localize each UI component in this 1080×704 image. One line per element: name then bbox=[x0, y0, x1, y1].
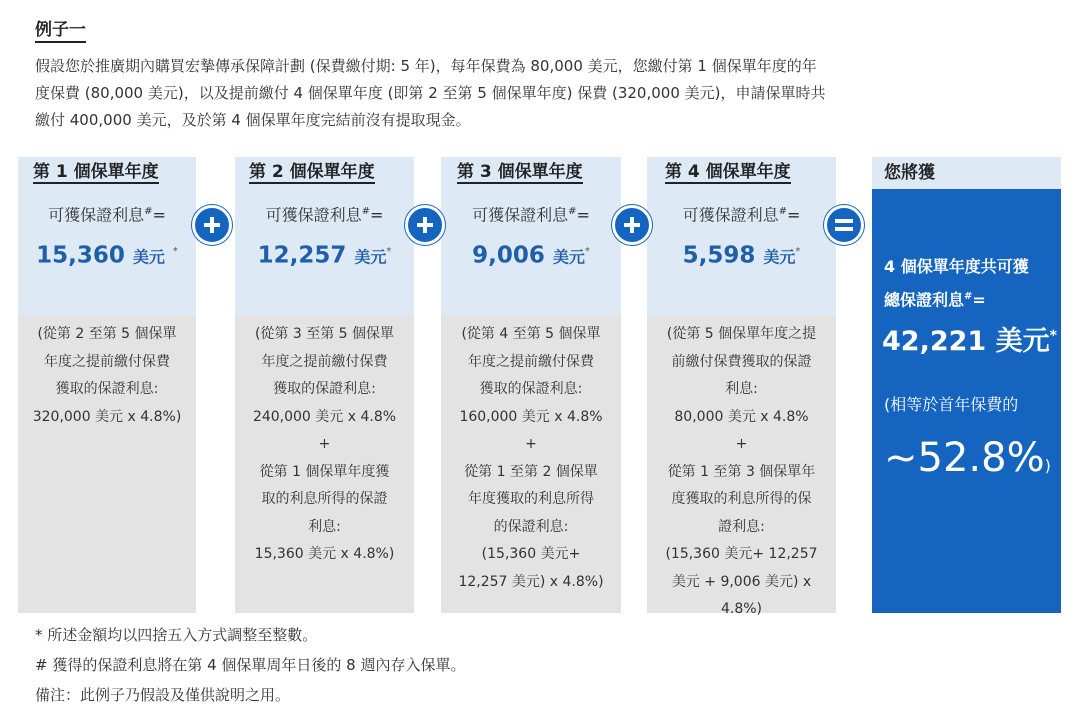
column-header bbox=[647, 157, 836, 189]
footnote-rounding: * 所述金額均以四捨五入方式調整至整數。 bbox=[35, 626, 318, 644]
column-header bbox=[235, 157, 414, 189]
column-header bbox=[441, 157, 621, 189]
benefit-amount: 12,257 美元* bbox=[257, 242, 392, 269]
equals-icon bbox=[824, 205, 864, 245]
benefit-box bbox=[647, 189, 836, 315]
benefit-box bbox=[235, 189, 414, 315]
benefit-box bbox=[18, 189, 196, 315]
intro-line: 假設您於推廣期內購買宏摯傳承保障計劃 (保費繳付期: 5 年)，每年保費為 80,000 美元，您繳付第 1 個保單年度的年 bbox=[35, 57, 817, 75]
policy-year-4-column bbox=[647, 157, 836, 617]
percentage-value: ~52.8%) bbox=[884, 435, 1051, 481]
benefit-amount: 15,360 美元 * bbox=[36, 242, 178, 269]
footnotes bbox=[35, 620, 466, 704]
benefit-label: 可獲保證利息#= bbox=[472, 205, 590, 225]
benefit-label: 可獲保證利息#= bbox=[682, 205, 801, 225]
benefit-amount: 9,006 美元* bbox=[472, 242, 590, 269]
example-title: 例子一 bbox=[35, 20, 86, 43]
calculation-description: (從第 2 至第 5 個保單 年度之提前繳付保費 獲取的保證利息: 320,000 美元 x 4.8%) bbox=[32, 326, 182, 425]
column-header-text: 第 1 個保單年度 bbox=[33, 162, 159, 182]
column-header bbox=[18, 157, 196, 189]
benefit-amount: 5,598 美元* bbox=[682, 242, 801, 269]
footnote-remark: 備注：此例子乃假設及僅供說明之用。 bbox=[35, 686, 291, 704]
result-header-text: 您將獲 bbox=[884, 163, 935, 183]
result-column bbox=[872, 157, 1061, 613]
policy-year-2-column bbox=[235, 157, 414, 613]
policy-year-1-column bbox=[18, 157, 196, 613]
intro-paragraph bbox=[35, 53, 1025, 134]
column-header-text: 第 2 個保單年度 bbox=[249, 162, 375, 182]
intro-line: 度保費 (80,000 美元)，以及提前繳付 4 個保單年度 (即第 2 至第 5 個保單年度) 保費 (320,000 美元)，申請保單時共 bbox=[35, 84, 826, 102]
column-header-text: 第 4 個保單年度 bbox=[665, 162, 791, 182]
benefit-label: 可獲保證利息#= bbox=[265, 205, 384, 225]
plus-icon bbox=[405, 205, 445, 245]
intro-line: 繳付 400,000 美元，及於第 4 個保單年度完結前沒有提取現金。 bbox=[35, 111, 471, 129]
percentage-note: (相等於首年保費的 bbox=[884, 395, 1019, 414]
policy-year-3-column bbox=[441, 157, 621, 613]
calculation-description: (從第 5 個保單年度之提 前繳付保費獲取的保證 利息: 80,000 美元 x 4.8% + 從第 1 至第 3 個保單年 度獲取的利息所得的保 證利息: (15,360 美元+ 12,257 美元 + 9,006 美元) x 4.8%) bbox=[665, 326, 818, 617]
calculation-description: (從第 3 至第 5 個保單 年度之提前繳付保費 獲取的保證利息: 240,000 美元 x 4.8% + 從第 1 個保單年度獲 取的利息所得的保證 利息: 15,360 美元 x 4.8%) bbox=[252, 326, 397, 562]
benefit-box bbox=[441, 189, 621, 315]
result-header bbox=[872, 157, 1061, 189]
calculation-description: (從第 4 至第 5 個保單 年度之提前繳付保費 獲取的保證利息: 160,000 美元 x 4.8% + 從第 1 至第 2 個保單 年度獲取的利息所得 的保證利息: (15,360 美元+ 12,257 美元) x 4.8%) bbox=[458, 326, 604, 590]
plus-icon bbox=[192, 205, 232, 245]
benefit-label: 可獲保證利息#= bbox=[48, 205, 166, 225]
result-description: 4 個保單年度共可獲 總保證利息#= bbox=[884, 257, 1029, 310]
total-interest-amount: 42,221 美元* bbox=[882, 326, 1057, 357]
footnote-interest: # 獲得的保證利息將在第 4 個保單周年日後的 8 週內存入保單。 bbox=[35, 656, 466, 674]
plus-icon bbox=[612, 205, 652, 245]
column-header-text: 第 3 個保單年度 bbox=[457, 162, 583, 182]
